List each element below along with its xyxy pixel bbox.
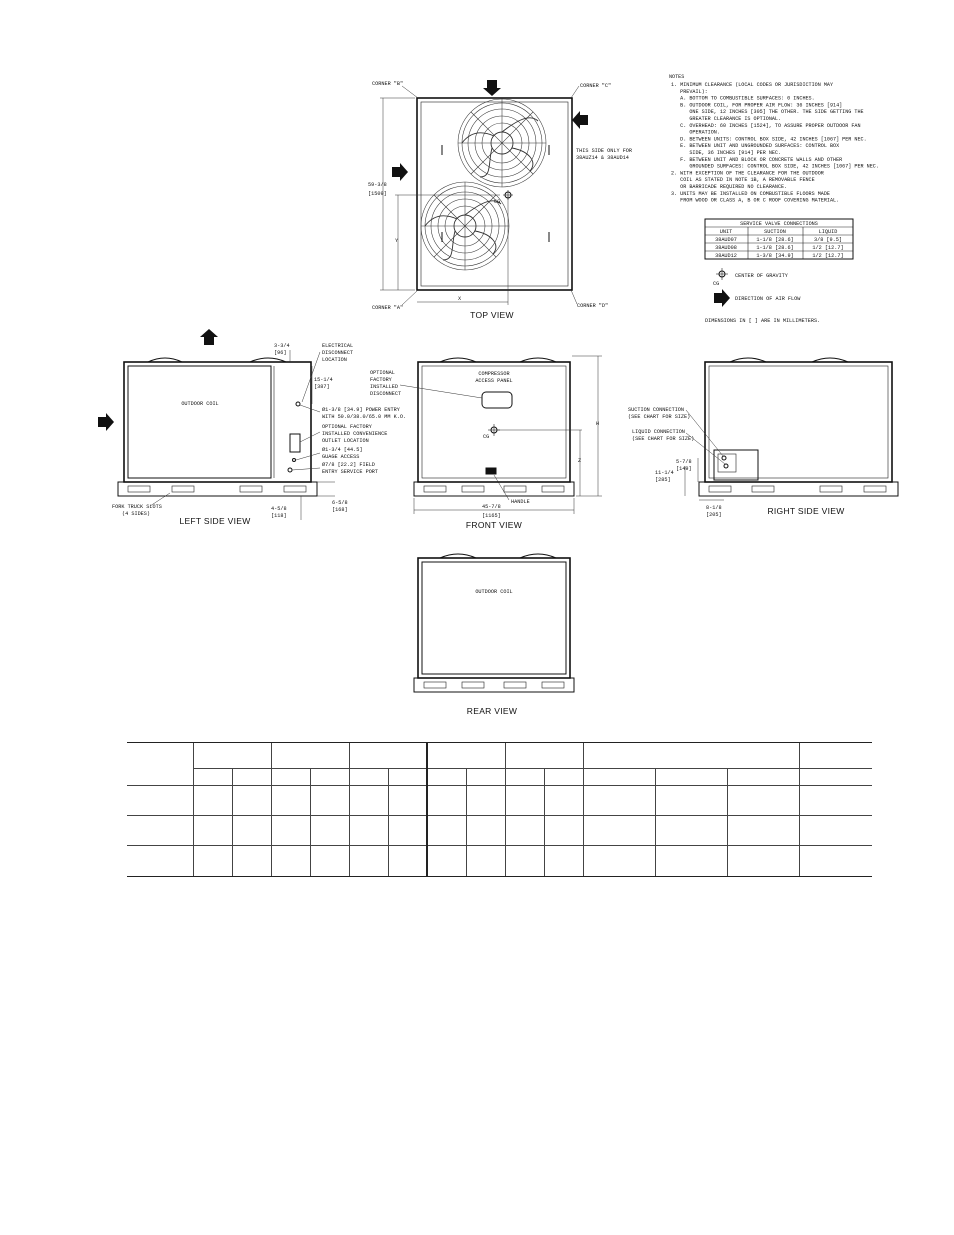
optional-disconnect-box [482, 392, 512, 408]
corner-d-label: CORNER "D" [577, 303, 609, 309]
right-view-outline [705, 362, 892, 482]
notes-line: C. OVERHEAD: 60 INCHES [1524], TO ASSURE PROPER OUTDOOR FAN [671, 122, 861, 129]
top-x-dim: X [458, 296, 462, 302]
left-bottom-dim-2-mm: [118] [271, 513, 287, 519]
rear-view-caption: REAR VIEW [466, 706, 518, 716]
power-entry-label: Ø1-3/8 [34.9] POWER ENTRY [322, 407, 400, 413]
compressor-panel-label: ACCESS PANEL [475, 378, 513, 384]
notes-block [669, 74, 879, 204]
table-cell [349, 743, 427, 769]
airflow-arrow-icon [714, 289, 730, 307]
top-height-dim: 59-3/8 [368, 182, 387, 188]
rear-view-outline [418, 558, 570, 678]
top-y-dim: Y [395, 238, 399, 244]
optional-disconnect-label: INSTALLED [370, 384, 399, 390]
service-table-cell: 38AUD08 [715, 245, 737, 251]
electrical-label: LOCATION [322, 357, 347, 363]
table-cell [427, 743, 505, 769]
table-row [127, 846, 872, 877]
notes-line: 1. MINIMUM CLEARANCE (LOCAL CODES OR JURISDICTION MAY [671, 82, 834, 88]
notes-line: OR BARRICADE REQUIRED NO CLEARANCE. [671, 184, 788, 190]
notes-line: F. BETWEEN UNIT AND BLOCK OR CONCRETE WALLS AND OTHER [671, 156, 843, 163]
left-bottom-dim: 6-5/8 [332, 500, 348, 506]
top-view [368, 80, 632, 320]
service-table-cell: 1-1/8 [28.6] [756, 237, 794, 243]
right-dim-a-mm: [149] [676, 466, 692, 472]
right-side-view [628, 358, 898, 518]
convenience-outlet-label: INSTALLED CONVENIENCE [322, 431, 388, 437]
rear-view [414, 554, 574, 716]
left-view-coil-panel [128, 366, 271, 478]
notes-line: COIL AS STATED IN NOTE 1B, A REMOVABLE FENCE [671, 177, 815, 184]
notes-line: ONE SIDE, 12 INCHES [305] THE OTHER. THE SIDE GETTING THE [671, 109, 864, 116]
front-view-base-rail [414, 482, 574, 496]
liquid-connection-label: (SEE CHART FOR SIZE) [632, 436, 695, 442]
suction-connection-label: (SEE CHART FOR SIZE) [628, 414, 691, 420]
notes-heading: NOTES [669, 74, 685, 80]
side-note-line-1: THIS SIDE ONLY FOR [576, 148, 633, 154]
table-row [127, 769, 872, 786]
top-view-caption: TOP VIEW [470, 310, 514, 320]
notes-line: SIDE, 36 INCHES [914] PER NEC. [671, 150, 782, 156]
legend-dims-text: DIMENSIONS IN [ ] ARE IN MILLIMETERS. [705, 318, 821, 324]
electrical-disconnect-box [290, 434, 300, 452]
optional-disconnect-label: DISCONNECT [370, 391, 402, 397]
airflow-arrow-icon [572, 111, 588, 129]
right-dim-b-mm: [285] [655, 477, 671, 483]
front-view [370, 356, 602, 530]
gauge-access-label: Ø1-3/4 [44.5] [322, 447, 363, 453]
rear-coil-label: OUTDOOR COIL [475, 589, 513, 595]
handle-label: HANDLE [511, 499, 530, 505]
field-entry-label: Ø7/8 [22.2] FIELD [322, 462, 375, 468]
corner-a-label: CORNER "A" [372, 305, 404, 311]
left-coil-label: OUTDOOR COIL [181, 401, 219, 407]
right-dim-c-mm: [205] [706, 512, 722, 518]
table-cell [271, 743, 349, 769]
notes-line: OPERATION. [671, 129, 720, 136]
left-view-caption: LEFT SIDE VIEW [179, 516, 251, 526]
convenience-outlet-label: OPTIONAL FACTORY [322, 424, 372, 430]
front-height-dim: H [596, 421, 600, 427]
rear-view-base-rail [414, 678, 574, 692]
legend-cg-symbol: CG [713, 281, 720, 287]
left-view-outline [124, 362, 311, 482]
legend [705, 268, 820, 324]
notes-line: FROM WOOD OR CLASS A, B OR C ROOF COVERING MATERIAL. [671, 197, 840, 204]
notes-line: D. BETWEEN UNITS: CONTROL BOX SIDE, 42 INCHES [1067] PER NEC. [671, 136, 867, 143]
table-cell [193, 743, 271, 769]
notes-line: 3. UNITS MAY BE INSTALLED ON COMBUSTIBLE FLOORS MADE [671, 190, 830, 197]
left-top-dim-mm: [96] [274, 350, 287, 356]
upper-fan-icon [458, 99, 546, 187]
optional-disconnect-label: OPTIONAL [370, 370, 395, 376]
left-bottom-dim-mm: [168] [332, 507, 348, 513]
optional-disconnect-label: FACTORY [370, 377, 392, 383]
electrical-label: ELECTRICAL [322, 343, 354, 349]
left-side-dim: 15-1/4 [314, 377, 333, 383]
service-table-cell: 1/2 [12.7] [812, 245, 844, 251]
power-entry-label: WITH 50.0/38.0/65.0 MM K.O. [322, 414, 407, 420]
service-table-cell: 3/8 [9.5] [813, 237, 843, 243]
right-view-base-rail [699, 482, 898, 496]
service-table-header: SUCTION [764, 229, 786, 235]
field-entry-label: ENTRY SERVICE PORT [322, 469, 379, 475]
compressor-panel-label: COMPRESSOR [478, 371, 510, 377]
table-row [127, 786, 872, 816]
convenience-outlet-label: OUTLET LOCATION [322, 438, 369, 444]
liquid-connection-label: LIQUID CONNECTION [632, 429, 685, 435]
table-row [127, 743, 872, 769]
table-row [127, 816, 872, 846]
left-top-dim: 3-3/4 [274, 343, 290, 349]
airflow-arrow-icon [98, 413, 114, 431]
electrical-label: DISCONNECT [322, 350, 354, 356]
front-width-dim-mm: [1165] [482, 513, 501, 519]
front-z-dim: Z [578, 458, 582, 464]
right-dim-b: 11-1/4 [655, 470, 674, 476]
airflow-arrow-icon [200, 329, 218, 345]
table-cell [127, 743, 193, 786]
fork-truck-label: (4 SIDES) [122, 511, 151, 517]
front-view-caption: FRONT VIEW [465, 520, 523, 530]
service-table-header: UNIT [719, 229, 733, 235]
service-table-cell: 1-3/8 [34.9] [756, 253, 794, 259]
left-bottom-dim-2: 4-5/8 [271, 506, 287, 512]
fork-truck-label: FORK TRUCK SLOTS [112, 504, 162, 510]
right-dim-c: 8-1/8 [706, 505, 722, 511]
top-height-dim-mm: [1509] [368, 191, 387, 197]
corner-b-label: CORNER "B" [372, 81, 404, 87]
gauge-access-label: GUAGE ACCESS [322, 454, 360, 460]
dimensions-table [127, 742, 872, 877]
notes-line: B. OUTDOOR COIL, FOR PROPER AIR FLOW: 36 INCHES [914] [671, 102, 843, 109]
service-valve-table [705, 219, 853, 259]
service-table-title: SERVICE VALVE CONNECTIONS [740, 221, 818, 227]
legend-airflow-text: DIRECTION OF AIR FLOW [735, 296, 801, 302]
top-view-outline [417, 98, 572, 290]
front-cg-label: CG [483, 434, 490, 440]
airflow-arrow-icon [392, 163, 408, 181]
suction-connection-label: SUCTION CONNECTION [628, 407, 685, 413]
service-table-cell: 38AUD12 [715, 253, 737, 259]
table-cell [799, 743, 872, 769]
side-note-line-2: 38AUZ14 & 38AUD14 [576, 155, 629, 161]
right-view-caption: RIGHT SIDE VIEW [767, 506, 845, 516]
notes-line: E. BETWEEN UNIT AND UNGROUNDED SURFACES: CONTROL BOX [671, 143, 840, 150]
right-dim-a: 5-7/8 [676, 459, 692, 465]
notes-line: GREATER CLEARANCE IS OPTIONAL. [671, 116, 782, 122]
service-table-header: LIQUID [818, 229, 838, 235]
service-table-cell: 1-1/8 [28.6] [756, 245, 794, 251]
table-cell [583, 743, 799, 769]
service-table-cell: 1/2 [12.7] [812, 253, 844, 259]
top-cg-label: CG [494, 199, 501, 205]
left-side-view [98, 329, 406, 526]
table-cell [505, 743, 583, 769]
front-width-dim: 45-7/8 [482, 504, 501, 510]
left-side-dim-mm: [387] [314, 384, 330, 390]
notes-line: GROUNDED SURFACES: CONTROL BOX SIDE, 42 INCHES [1067] PER NEC. [671, 163, 879, 170]
legend-cg-text: CENTER OF GRAVITY [735, 273, 788, 279]
notes-line: 2. WITH EXCEPTION OF THE CLEARANCE FOR THE OUTDOOR [671, 170, 824, 177]
notes-line: PREVAIL): [671, 88, 708, 95]
corner-c-label: CORNER "C" [580, 83, 612, 89]
service-table-cell: 38AUD07 [715, 237, 737, 243]
handle-icon [486, 468, 496, 474]
airflow-arrow-icon [483, 80, 501, 96]
notes-line: A. BOTTOM TO COMBUSTIBLE SURFACES: 0 INCHES. [671, 95, 815, 102]
left-view-base-rail [118, 482, 317, 496]
